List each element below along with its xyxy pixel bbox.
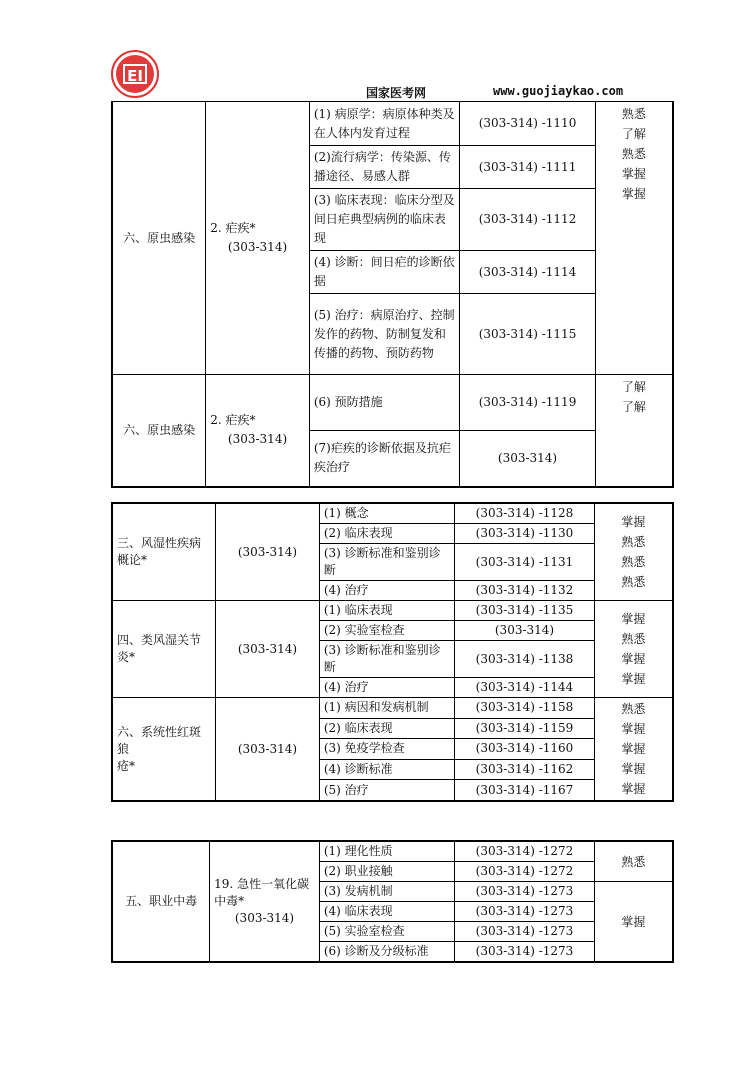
item-cell: (5) 治疗 bbox=[319, 780, 454, 801]
code-cell: (303-314) -1158 bbox=[455, 698, 595, 719]
code-cell: (303-314) -1132 bbox=[455, 581, 595, 601]
code-cell: (303-314) -1131 bbox=[455, 544, 595, 581]
code-cell: (303-314) -1162 bbox=[455, 759, 595, 780]
unit-line: 疮* bbox=[117, 758, 136, 773]
level: 掌握 bbox=[621, 742, 646, 756]
item-cell: (5) 实验室检查 bbox=[319, 922, 454, 942]
unit-cell: 六、原虫感染 bbox=[112, 375, 206, 487]
topic-title: 2. 疟疾* bbox=[210, 413, 256, 428]
item-cell: (6) 诊断及分级标准 bbox=[319, 942, 454, 963]
item-cell: (3) 发病机制 bbox=[319, 882, 454, 902]
unit-cell: 六、原虫感染 bbox=[112, 102, 206, 375]
item-cell: (3) 免疫学检查 bbox=[319, 739, 454, 760]
item-cell: (3) 诊断标准和鉴别诊断 bbox=[319, 544, 454, 581]
level: 熟悉 bbox=[621, 575, 646, 589]
levels-cell bbox=[595, 102, 673, 375]
code-cell: (303-314) -1138 bbox=[455, 641, 595, 678]
levels-cell bbox=[594, 503, 673, 601]
topic-title: 19. 急性一氧化碳中毒* bbox=[214, 877, 310, 908]
topic-cell bbox=[206, 375, 310, 487]
item-cell: (4) 临床表现 bbox=[319, 902, 454, 922]
item-cell: (4) 诊断标准 bbox=[319, 759, 454, 780]
unit-cell: 五、职业中毒 bbox=[112, 841, 210, 962]
item-cell: (1) 病因和发病机制 bbox=[319, 698, 454, 719]
item-cell: (4) 治疗 bbox=[319, 581, 454, 601]
code-cell: (303-314) -1273 bbox=[455, 902, 595, 922]
code-cell: (303-314) -1128 bbox=[455, 503, 595, 524]
level: 掌握 bbox=[621, 167, 646, 181]
item-cell: (3) 临床表现：临床分型及间日疟典型病例的临床表现 bbox=[309, 189, 459, 251]
level: 熟悉 bbox=[621, 147, 646, 161]
topic-code: (303-314) bbox=[227, 240, 288, 254]
levels-cell bbox=[594, 698, 673, 802]
level: 掌握 bbox=[621, 672, 646, 686]
topic-code: (303-314) bbox=[216, 601, 320, 698]
site-logo bbox=[111, 50, 159, 98]
levels-cell bbox=[594, 882, 673, 963]
table-row bbox=[112, 601, 673, 621]
code-cell: (303-314) -1273 bbox=[455, 882, 595, 902]
code-cell: (303-314) -1159 bbox=[455, 718, 595, 739]
table-row bbox=[112, 503, 673, 524]
table-rheumatic bbox=[111, 502, 674, 802]
topic-code: (303-314) bbox=[234, 911, 295, 925]
unit-cell: 四、类风湿关节炎* bbox=[112, 601, 216, 698]
item-cell: (2) 实验室检查 bbox=[319, 621, 454, 641]
unit-cell bbox=[112, 698, 216, 802]
code-cell: (303-314) -1135 bbox=[455, 601, 595, 621]
code-cell: (303-314) -1272 bbox=[455, 862, 595, 882]
code-cell: (303-314) -1273 bbox=[455, 922, 595, 942]
code-cell: (303-314) -1115 bbox=[460, 294, 596, 375]
level: 掌握 bbox=[621, 914, 646, 929]
code-cell: (303-314) -1130 bbox=[455, 524, 595, 544]
level: 掌握 bbox=[621, 187, 646, 201]
level: 熟悉 bbox=[621, 535, 646, 549]
level: 掌握 bbox=[621, 762, 646, 776]
level: 掌握 bbox=[621, 722, 646, 736]
topic-code: (303-314) bbox=[216, 503, 320, 601]
item-cell: (5) 治疗：病原治疗、控制发作的药物、防制复发和传播的药物、预防药物 bbox=[309, 294, 459, 375]
table-row bbox=[112, 698, 673, 719]
level: 熟悉 bbox=[621, 632, 646, 646]
item-cell: (4) 诊断：间日疟的诊断依据 bbox=[309, 251, 459, 294]
site-url: www.guojiaykao.com bbox=[493, 84, 624, 98]
unit-line: 六、系统性红斑狼 bbox=[117, 724, 202, 756]
code-cell: (303-314) -1119 bbox=[460, 375, 596, 431]
item-cell: (1) 临床表现 bbox=[319, 601, 454, 621]
levels-cell bbox=[594, 601, 673, 698]
table-malaria bbox=[111, 101, 674, 488]
topic-code: (303-314) bbox=[227, 432, 288, 447]
table-row bbox=[112, 375, 673, 431]
item-cell: (6) 预防措施 bbox=[309, 375, 459, 431]
item-cell: (2) 临床表现 bbox=[319, 718, 454, 739]
topic-title: 2. 疟疾* bbox=[210, 221, 256, 235]
code-cell: (303-314) bbox=[460, 431, 596, 487]
code-cell: (303-314) -1144 bbox=[455, 678, 595, 698]
item-cell: (1) 病原学：病原体种类及在人体内发育过程 bbox=[309, 102, 459, 146]
item-cell: (1) 理化性质 bbox=[319, 841, 454, 862]
item-cell: (2) 临床表现 bbox=[319, 524, 454, 544]
code-cell: (303-314) bbox=[455, 621, 595, 641]
code-cell: (303-314) -1110 bbox=[460, 102, 596, 146]
code-cell: (303-314) -1273 bbox=[455, 942, 595, 963]
levels-cell bbox=[595, 375, 673, 487]
code-cell: (303-314) -1112 bbox=[460, 189, 596, 251]
code-cell: (303-314) -1160 bbox=[455, 739, 595, 760]
level: 掌握 bbox=[621, 612, 646, 626]
table-row bbox=[112, 102, 673, 146]
table-co-poisoning bbox=[111, 840, 674, 963]
code-cell: (303-314) -1114 bbox=[460, 251, 596, 294]
levels-cell bbox=[594, 841, 673, 882]
table-row bbox=[112, 841, 673, 862]
topic-cell bbox=[210, 841, 320, 962]
level: 掌握 bbox=[621, 782, 646, 796]
item-cell: (4) 治疗 bbox=[319, 678, 454, 698]
code-cell: (303-314) -1111 bbox=[460, 146, 596, 189]
level: 了解 bbox=[621, 127, 646, 141]
topic-cell bbox=[206, 102, 310, 375]
code-cell: (303-314) -1167 bbox=[455, 780, 595, 801]
level: 熟悉 bbox=[621, 555, 646, 569]
level: 掌握 bbox=[621, 515, 646, 529]
site-name: 国家医考网 bbox=[366, 86, 427, 100]
level: 熟悉 bbox=[621, 702, 646, 716]
code-cell: (303-314) -1272 bbox=[455, 841, 595, 862]
item-cell: (1) 概念 bbox=[319, 503, 454, 524]
level: 了解 bbox=[621, 400, 646, 414]
logo-mark-icon: EI bbox=[123, 64, 147, 84]
level: 熟悉 bbox=[621, 854, 646, 869]
item-cell: (3) 诊断标准和鉴别诊断 bbox=[319, 641, 454, 678]
level: 熟悉 bbox=[621, 107, 646, 121]
topic-code: (303-314) bbox=[216, 698, 320, 802]
unit-cell: 三、风湿性疾病概论* bbox=[112, 503, 216, 601]
item-cell: (7)疟疾的诊断依据及抗疟疾治疗 bbox=[309, 431, 459, 487]
item-cell: (2) 职业接触 bbox=[319, 862, 454, 882]
item-cell: (2)流行病学：传染源、传播途径、易感人群 bbox=[309, 146, 459, 189]
level: 了解 bbox=[621, 380, 646, 394]
level: 掌握 bbox=[621, 652, 646, 666]
